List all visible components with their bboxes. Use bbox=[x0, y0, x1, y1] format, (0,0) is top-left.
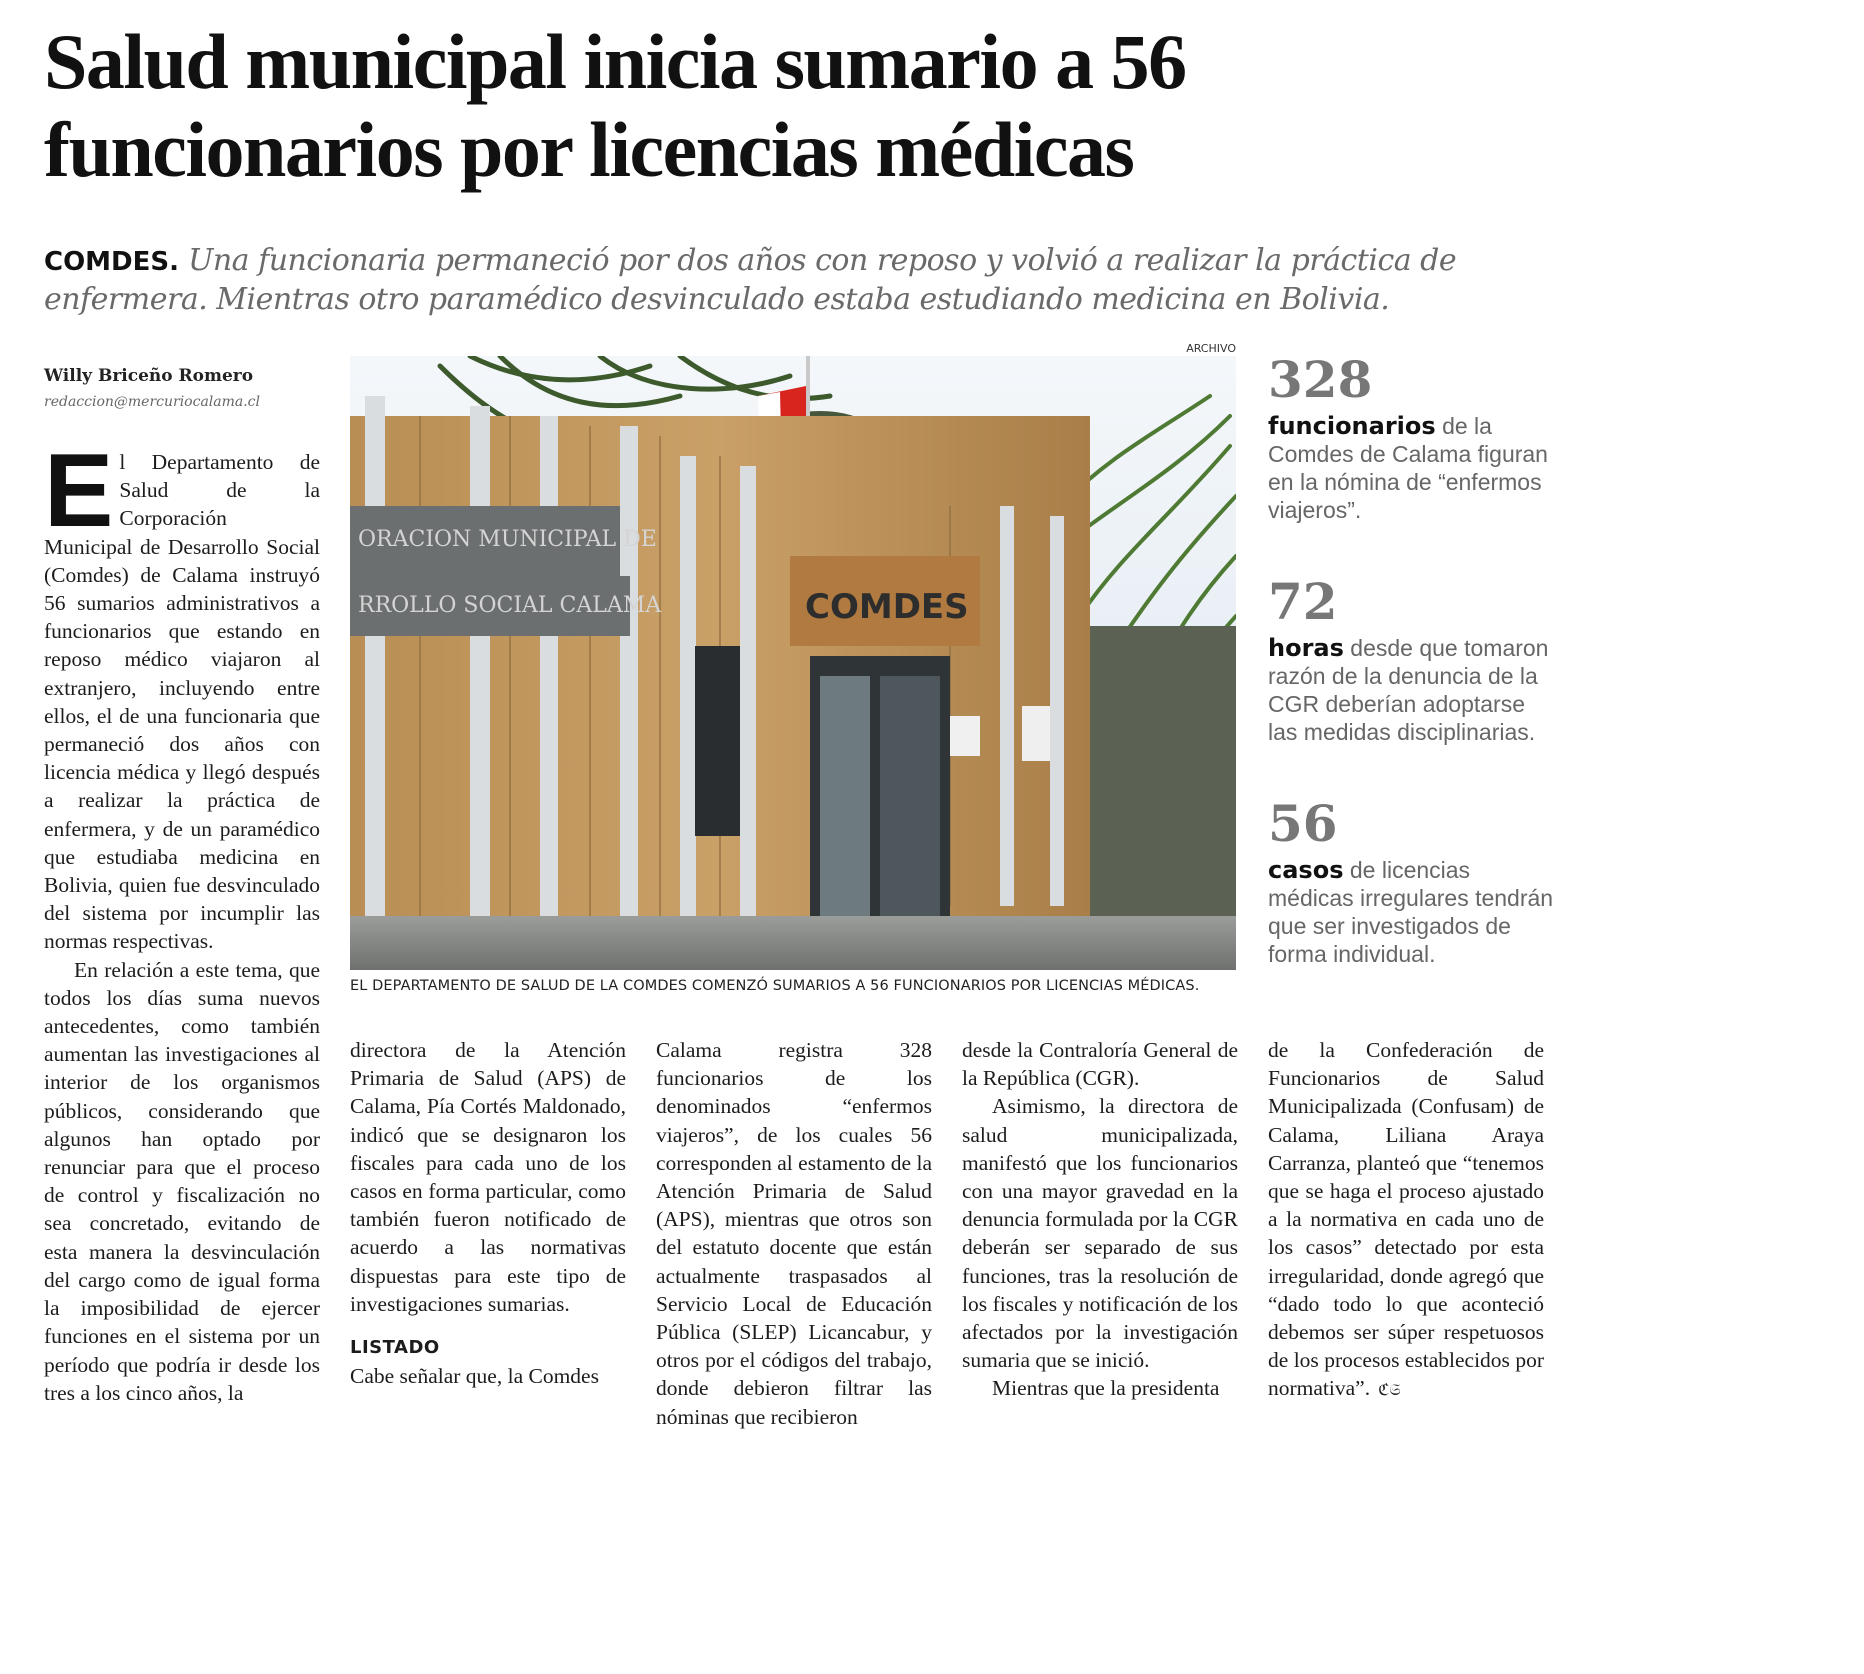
drop-cap: E bbox=[44, 433, 114, 549]
headline bbox=[44, 18, 1524, 194]
paragraph-2: En relación a este tema, que todos los días suma nuevos antecedentes, como también aumentan las investigaciones al interior de los organismos públicos, considerando que algunos han optado por renunciar para que el proceso de control y fiscalización no sea concretado, evitando de esta manera la desvinculación del cargo como de igual forma la imposibilidad de ejercer funciones en el sistema por un período que podría ir desde los tres a los cinco años, la bbox=[44, 957, 320, 1405]
plaque-text-1: ORACION MUNICIPAL DE bbox=[358, 527, 657, 552]
fact-box-2 bbox=[1268, 574, 1558, 746]
headline-line-2: funcionarios por licencias médicas bbox=[44, 106, 1134, 193]
byline bbox=[44, 366, 324, 410]
article-column-5 bbox=[1268, 1036, 1544, 1405]
fact-box-1 bbox=[1268, 352, 1558, 524]
subhead bbox=[44, 242, 1524, 319]
plaque-text-2: RROLLO SOCIAL CALAMA bbox=[358, 593, 662, 618]
paragraph-1: l Departamento de Salud de la Corporación Municipal de Desarrollo Social (Comdes) de Calama instruyó 56 sumarios administrativos a funcionarios que estando en reposo médico viajaron al extranjero, incluyendo entre ellos, el de una funcionaria que permaneció dos años con licencia médica y llegó después a realizar la práctica de enfermera, y de un paramédico que estudiaba medicina en Bolivia, quien fue desvinculado del sistema por incumplir las normas respectivas. bbox=[44, 450, 320, 954]
article-column-1 bbox=[44, 433, 320, 1407]
paragraph-7: Asimismo, la directora de salud municipalizada, manifestó que los funcionarios con una mayor gravedad en la denuncia formulada por la CGR deberán ser separado de sus funciones, tras la resolución de los fiscales y notificación de los afectados por la investigación sumaria que se inició. bbox=[962, 1094, 1238, 1373]
fact-text-1: de la Comdes de Calama figuran en la nómina de “enfermos viajeros”. bbox=[1268, 413, 1548, 523]
fact-number-2: 72 bbox=[1268, 572, 1338, 631]
fact-keyword-1: funcionarios bbox=[1268, 412, 1436, 440]
subhead-text: Una funcionaria permaneció por dos años con reposo y volvió a realizar la práctica de enfermera. Mientras otro paramédico desvinculado estaba estudiando medicina en Bolivia. bbox=[44, 243, 1457, 317]
comdes-sign: COMDES bbox=[805, 587, 969, 627]
headline-line-1: Salud municipal inicia sumario a 56 bbox=[44, 18, 1186, 105]
author-name: Willy Briceño Romero bbox=[44, 366, 254, 386]
fact-number-3: 56 bbox=[1268, 794, 1338, 853]
author-email: redaccion@mercuriocalama.cl bbox=[44, 394, 261, 410]
paragraph-5: Calama registra 328 funcionarios de los denominados “enfermos viajeros”, de los cuales 56 corresponden al estamento de la Atención Primaria de Salud (APS), mientras que otros son del estatuto docente que están actualmente traspasados al Servicio Local de Educación Pública (SLEP) Licancabur, y otros por el códigos del trabajo, donde debieron filtrar las nóminas que recibieron bbox=[656, 1038, 932, 1429]
article-column-3 bbox=[656, 1036, 932, 1431]
paragraph-4: Cabe señalar que, la Comdes bbox=[350, 1364, 599, 1389]
fact-keyword-2: horas bbox=[1268, 634, 1344, 662]
photo-credit: ARCHIVO bbox=[1186, 342, 1236, 355]
fact-keyword-3: casos bbox=[1268, 856, 1344, 884]
fact-text-3: de licencias médicas irregulares tendrán que ser investigados de forma individual. bbox=[1268, 857, 1554, 967]
section-title: LISTADO bbox=[350, 1337, 440, 1359]
paragraph-6: desde la Contraloría General de la República (CGR). bbox=[962, 1038, 1238, 1091]
article-column-2 bbox=[350, 1036, 626, 1390]
photo-caption: EL DEPARTAMENTO DE SALUD DE LA COMDES COMENZÓ SUMARIOS A 56 FUNCIONARIOS POR LICENCIAS MÉDICAS. bbox=[350, 978, 1200, 994]
fact-text-2: desde que tomaron razón de la denuncia de la CGR deberían adoptarse las medidas disciplinarias. bbox=[1268, 635, 1549, 745]
fact-number-1: 328 bbox=[1268, 350, 1373, 409]
article-photo bbox=[350, 356, 1236, 970]
article-column-4 bbox=[962, 1036, 1238, 1403]
paragraph-3: directora de la Atención Primaria de Salud (APS) de Calama, Pía Cortés Maldonado, indicó que se designaron los fiscales para cada uno de los casos en forma particular, como también fueron notificado de acuerdo a las normativas dispuestas para este tipo de investigaciones sumarias. bbox=[350, 1038, 626, 1316]
fact-box-3 bbox=[1268, 796, 1558, 968]
paragraph-8: Mientras que la presidenta bbox=[992, 1376, 1220, 1401]
paragraph-9: de la Confederación de Funcionarios de Salud Municipalizada (Confusam) de Calama, Liliana Araya Carranza, planteó que “tenemos que se haga el proceso ajustado a la normativa en cada uno de los casos” detectado por esta irregularidad, donde agregó que “dado todo lo que aconteció debemos ser súper respetuosos de los procesos establecidos por normativa”. bbox=[1268, 1038, 1544, 1401]
end-mark-icon: ℭ𝔖 bbox=[1378, 1380, 1401, 1400]
subhead-tag: COMDES. bbox=[44, 247, 180, 277]
